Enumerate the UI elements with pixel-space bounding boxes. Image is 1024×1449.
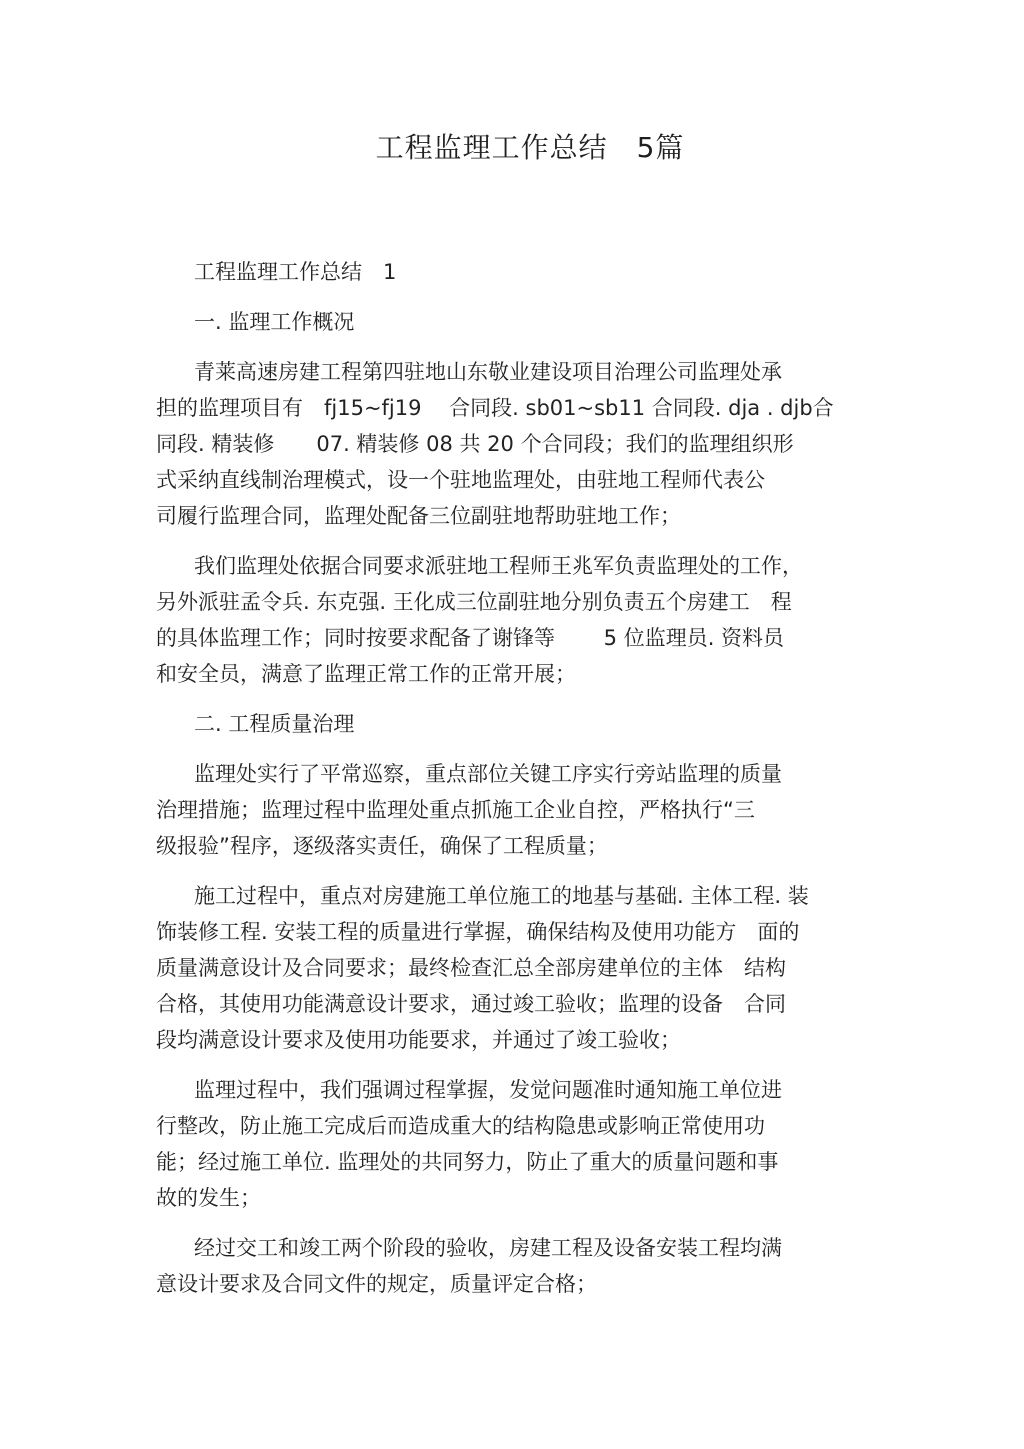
- paragraph-line: 饰装修工程. 安装工程的质量进行掌握，确保结构及使用功能方 面的: [156, 920, 800, 944]
- paragraph-3: [156, 756, 856, 864]
- paragraph-1: [156, 354, 856, 534]
- document-body: [156, 254, 856, 1302]
- paragraph-line: 意设计要求及合同文件的规定，质量评定合格；: [156, 1272, 597, 1296]
- paragraph-line: 能；经过施工单位. 监理处的共同努力，防止了重大的质量问题和事: [156, 1150, 779, 1174]
- paragraph-line: 监理过程中，我们强调过程掌握，发觉问题准时通知施工单位进: [194, 1078, 782, 1102]
- paragraph-line: 施工过程中，重点对房建施工单位施工的地基与基础. 主体工程. 装: [194, 884, 809, 908]
- paragraph-line: 另外派驻孟令兵. 东克强. 王化成三位副驻地分别负责五个房建工 程: [156, 590, 792, 614]
- paragraph-line: 式采纳直线制治理模式，设一个驻地监理处，由驻地工程师代表公: [156, 468, 765, 492]
- paragraph-line: 质量满意设计及合同要求；最终检查汇总全部房建单位的主体 结构: [156, 956, 786, 980]
- document-title: 工程监理工作总结 5篇: [375, 131, 685, 164]
- paragraph-5: [156, 1072, 856, 1216]
- paragraph-line: 的具体监理工作；同时按要求配备了谢锋等 5 位监理员. 资料员: [156, 626, 785, 650]
- section-heading-2: 二. 工程质量治理: [194, 712, 355, 736]
- paragraph-line: 担的监理项目有 fj15~fj19 合同段. sb01~sb11 合同段. dja . djb合: [156, 396, 834, 420]
- paragraph-line: 和安全员，满意了监理正常工作的正常开展；: [156, 662, 576, 686]
- paragraph-line: 监理处实行了平常巡察，重点部位关键工序实行旁站监理的质量: [194, 762, 782, 786]
- paragraph-line: 级报验”程序，逐级落实责任，确保了工程质量；: [156, 834, 608, 858]
- paragraph-line: 司履行监理合同，监理处配备三位副驻地帮助驻地工作；: [156, 504, 681, 528]
- paragraph-2: [156, 548, 856, 692]
- paragraph-line: 同段. 精装修 07. 精装修 08 共 20 个合同段；我们的监理组织形: [156, 432, 794, 456]
- paragraph-line: 故的发生；: [156, 1186, 261, 1210]
- paragraph-line: 经过交工和竣工两个阶段的验收，房建工程及设备安装工程均满: [194, 1236, 782, 1260]
- paragraph-4: [156, 878, 856, 1058]
- subtitle: 工程监理工作总结 1: [194, 260, 397, 284]
- paragraph-line: 治理措施；监理过程中监理处重点抓施工企业自控，严格执行“三: [156, 798, 755, 822]
- section-heading-1: 一. 监理工作概况: [194, 310, 355, 334]
- paragraph-line: 我们监理处依据合同要求派驻地工程师王兆军负责监理处的工作，: [194, 554, 803, 578]
- paragraph-line: 行整改，防止施工完成后而造成重大的结构隐患或影响正常使用功: [156, 1114, 765, 1138]
- paragraph-6: [156, 1230, 856, 1302]
- paragraph-line: 合格，其使用功能满意设计要求，通过竣工验收；监理的设备 合同: [156, 992, 786, 1016]
- paragraph-line: 青莱高速房建工程第四驻地山东敬业建设项目治理公司监理处承: [194, 360, 782, 384]
- paragraph-line: 段均满意设计要求及使用功能要求，并通过了竣工验收；: [156, 1028, 681, 1052]
